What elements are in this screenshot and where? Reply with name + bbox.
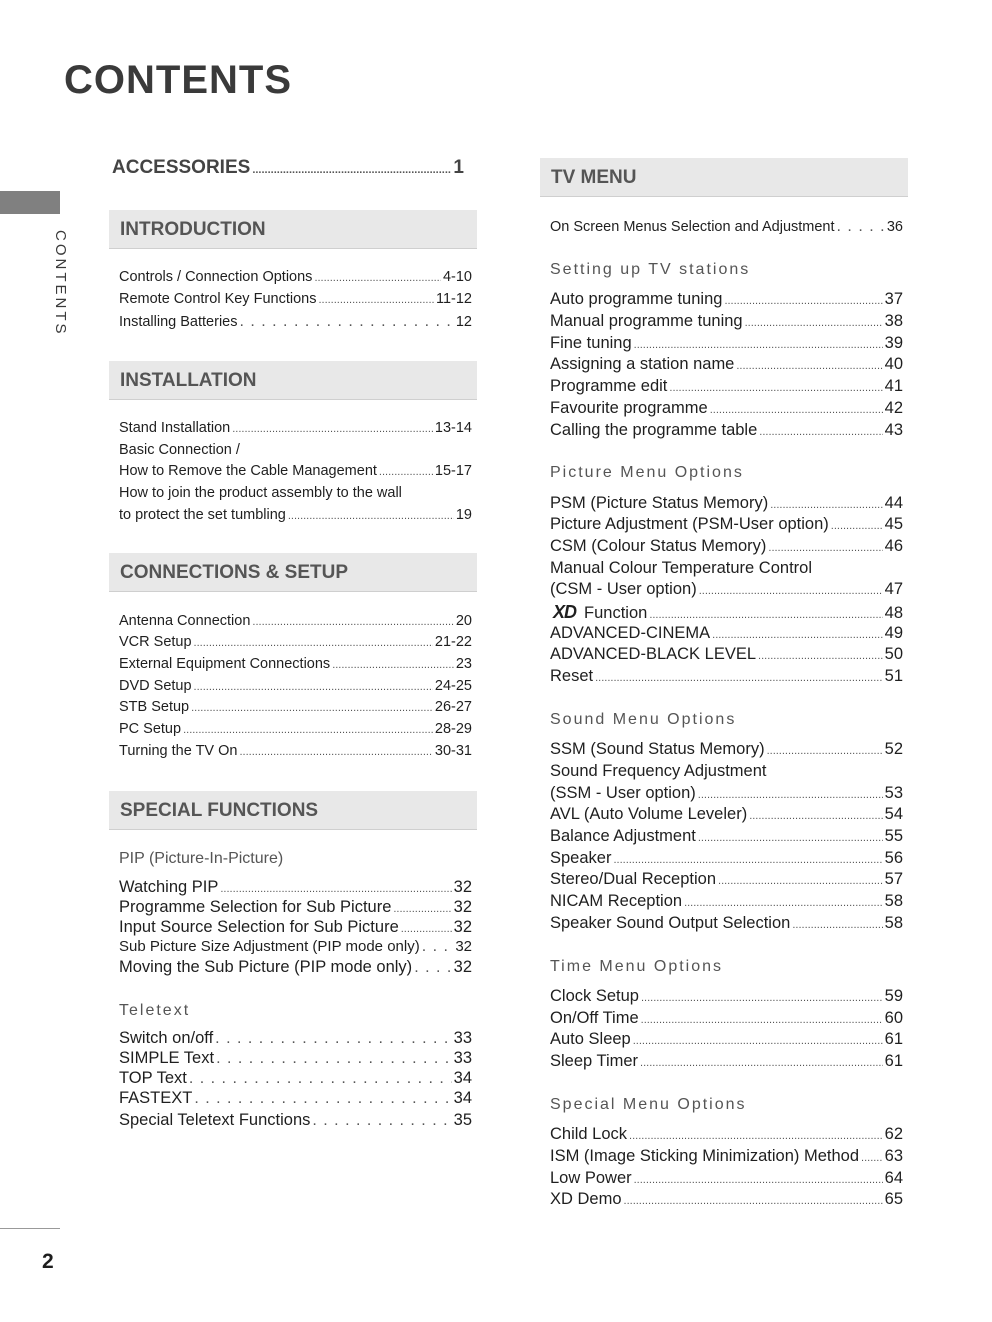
dot-leader — [634, 1169, 883, 1188]
toc-entry-label: STB Setup — [119, 699, 190, 715]
dot-leader — [712, 624, 883, 643]
toc-entry[interactable] — [550, 805, 903, 824]
dot-leader — [314, 269, 441, 285]
toc-entry-page: 34 — [453, 1089, 472, 1107]
toc-entry[interactable] — [119, 938, 472, 956]
toc-entry[interactable] — [119, 463, 472, 479]
dot-leader — [649, 604, 882, 623]
toc-entry-page: 26-27 — [434, 699, 472, 715]
toc-entry-label: Programme edit — [550, 377, 668, 395]
subsection-title-pip: PIP (Picture-In-Picture) — [119, 850, 284, 867]
toc-entry-label: ACCESSORIES — [112, 157, 251, 178]
toc-entry-page: 52 — [884, 740, 903, 758]
toc-entry-label: Input Source Selection for Sub Picture — [119, 918, 399, 936]
dot-leader — [684, 892, 883, 911]
toc-entry-label: Manual Colour Temperature Control — [550, 559, 812, 577]
dot-leader — [414, 958, 451, 977]
section-header-tv-menu: TV MENU — [540, 158, 908, 197]
toc-entry-page: 32 — [453, 918, 472, 936]
toc-entry-page: 42 — [884, 399, 903, 417]
dot-leader — [595, 667, 883, 686]
dot-leader — [624, 1190, 883, 1209]
dot-leader — [194, 678, 433, 694]
toc-entry[interactable] — [550, 1009, 903, 1028]
toc-entry[interactable] — [119, 613, 472, 629]
toc-entry-page: 65 — [884, 1190, 903, 1208]
toc-entry-page: 61 — [884, 1030, 903, 1048]
dot-leader — [768, 537, 882, 556]
toc-entry-label: AVL (Auto Volume Leveler) — [550, 805, 748, 823]
toc-entry[interactable] — [119, 721, 472, 737]
toc-entry-page: 11-12 — [435, 291, 472, 307]
dot-leader — [669, 377, 882, 396]
side-label: CONTENTS — [52, 230, 69, 337]
toc-entry-page: 58 — [884, 892, 903, 910]
toc-entry-page: 64 — [884, 1169, 903, 1187]
toc-entry-page: 13-14 — [434, 420, 472, 436]
dot-leader — [710, 399, 883, 418]
toc-entry-page: 59 — [884, 987, 903, 1005]
toc-entry[interactable] — [550, 849, 903, 868]
toc-entry-page: 39 — [884, 334, 903, 352]
toc-entry-label: Reset — [550, 667, 594, 685]
dot-leader — [232, 420, 433, 436]
dot-leader — [759, 421, 882, 440]
toc-entry-page: 32 — [453, 898, 472, 916]
side-tab-marker — [0, 191, 60, 214]
toc-entry-page: 35 — [453, 1111, 472, 1129]
toc-entry-label: Programme Selection for Sub Picture — [119, 898, 392, 916]
section-header-introduction: INTRODUCTION — [109, 210, 477, 249]
toc-entry-label: Child Lock — [550, 1125, 628, 1143]
dot-leader — [792, 914, 882, 933]
toc-entry[interactable] — [550, 1169, 903, 1188]
toc-entry[interactable] — [119, 1049, 472, 1068]
toc-entry-label: SIMPLE Text — [119, 1049, 215, 1067]
subsection-title-teletext: Teletext — [119, 1002, 191, 1019]
dot-leader — [837, 218, 885, 236]
toc-entry-page: 28-29 — [434, 721, 472, 737]
toc-entry[interactable] — [550, 559, 903, 578]
toc-entry[interactable] — [119, 1089, 472, 1108]
toc-entry-page: 32 — [453, 958, 472, 976]
toc-entry[interactable] — [119, 656, 472, 672]
toc-entry-label: Calling the programme table — [550, 421, 758, 439]
toc-entry-page: 63 — [884, 1147, 903, 1165]
toc-entry[interactable] — [119, 1069, 472, 1088]
toc-entry-label: SSM (Sound Status Memory) — [550, 740, 765, 758]
toc-entry-page: 44 — [884, 494, 903, 512]
toc-entry-page: 24-25 — [434, 678, 472, 694]
dot-leader — [629, 1125, 883, 1144]
toc-entry-label: How to join the product assembly to the wall — [119, 485, 402, 501]
toc-entry-page: 58 — [884, 914, 903, 932]
toc-entry-label: External Equipment Connections — [119, 656, 331, 672]
toc-entry[interactable] — [550, 1125, 903, 1144]
toc-entry-label: Antenna Connection — [119, 613, 251, 629]
section-header-connections: CONNECTIONS & SETUP — [109, 553, 477, 592]
dot-leader — [422, 938, 454, 956]
toc-entry-page: 46 — [884, 537, 903, 555]
dot-leader — [183, 721, 433, 737]
section-header-special-functions: SPECIAL FUNCTIONS — [109, 791, 477, 830]
toc-entry[interactable] — [550, 312, 903, 331]
page-title: CONTENTS — [64, 58, 292, 102]
dot-leader — [191, 699, 433, 715]
dot-leader — [252, 157, 451, 179]
dot-leader — [633, 1030, 883, 1049]
toc-entry[interactable] — [119, 898, 472, 917]
dot-leader — [641, 1009, 883, 1028]
toc-entry-label: Low Power — [550, 1169, 632, 1187]
toc-entry-label: Special Teletext Functions — [119, 1111, 311, 1129]
toc-entry[interactable] — [119, 1111, 472, 1130]
toc-entry[interactable] — [550, 914, 903, 933]
toc-entry[interactable] — [550, 987, 903, 1006]
toc-entry-label: Auto Sleep — [550, 1030, 631, 1048]
dot-leader — [861, 1147, 883, 1166]
page-number: 2 — [42, 1250, 54, 1273]
toc-entry-page: 4-10 — [442, 269, 472, 285]
toc-entry[interactable] — [550, 377, 903, 396]
dot-leader — [220, 878, 451, 897]
toc-entry[interactable] — [550, 399, 903, 418]
toc-entry-label: Installing Batteries — [119, 314, 238, 330]
toc-entry-label: Switch on/off — [119, 1029, 214, 1047]
toc-entry-label: DVD Setup — [119, 678, 192, 694]
dot-leader — [194, 634, 433, 650]
toc-entry-label: Turning the TV On — [119, 743, 238, 759]
toc-entry-label: ISM (Image Sticking Minimization) Method — [550, 1147, 860, 1165]
toc-entry-page: 50 — [884, 645, 903, 663]
toc-entry-page: 37 — [884, 290, 903, 308]
dot-leader — [379, 463, 433, 479]
toc-entry-page: 61 — [884, 1052, 903, 1070]
toc-entry[interactable] — [550, 784, 903, 803]
toc-entry-page: 48 — [884, 604, 903, 622]
dot-leader — [401, 918, 452, 937]
section-header-installation: INSTALLATION — [109, 361, 477, 400]
toc-entry-label: Basic Connection / — [119, 442, 240, 458]
dot-leader — [312, 1111, 451, 1130]
dot-leader — [736, 355, 882, 374]
toc-entry-label: Fine tuning — [550, 334, 632, 352]
subsection-title-picture: Picture Menu Options — [550, 464, 744, 481]
xd-logo-icon: XD — [553, 602, 577, 622]
dot-leader — [239, 743, 432, 759]
toc-entry-label: Controls / Connection Options — [119, 269, 313, 285]
toc-entry-page: 1 — [453, 157, 464, 178]
toc-entry-label: PC Setup — [119, 721, 182, 737]
toc-entry[interactable] — [550, 667, 903, 686]
toc-entry-label: Balance Adjustment — [550, 827, 696, 845]
toc-entry-page: 51 — [884, 667, 903, 685]
toc-entry-label: Favourite programme — [550, 399, 708, 417]
toc-entry[interactable] — [119, 918, 472, 937]
subsection-title-special: Special Menu Options — [550, 1096, 747, 1113]
toc-entry-label: Sub Picture Size Adjustment (PIP mode only) — [119, 938, 420, 955]
toc-entry-label: VCR Setup — [119, 634, 192, 650]
toc-entry[interactable] — [550, 892, 903, 911]
toc-entry[interactable] — [119, 291, 472, 307]
toc-entry[interactable] — [550, 762, 903, 781]
toc-entry[interactable] — [550, 218, 903, 236]
toc-entry-label: Sleep Timer — [550, 1052, 639, 1070]
toc-entry[interactable] — [550, 515, 903, 534]
toc-entry-page: 15-17 — [434, 463, 472, 479]
toc-entry-page: 21-22 — [434, 634, 472, 650]
toc-entry[interactable] — [550, 290, 903, 309]
toc-entry-page: 60 — [884, 1009, 903, 1027]
toc-entry-label: to protect the set tumbling — [119, 507, 286, 523]
toc-entry-label: CSM (Colour Status Memory) — [550, 537, 767, 555]
dot-leader — [718, 870, 883, 889]
dot-leader — [613, 849, 882, 868]
toc-entry[interactable] — [550, 537, 903, 556]
toc-entry[interactable] — [119, 1029, 472, 1048]
toc-entry-page: 36 — [886, 219, 903, 235]
toc-entry[interactable] — [550, 334, 903, 353]
toc-entry[interactable] — [550, 1147, 903, 1166]
toc-entry-page: 32 — [455, 938, 472, 955]
toc-entry-label: (CSM - User option) — [550, 580, 697, 598]
toc-entry-label: Moving the Sub Picture (PIP mode only) — [119, 958, 413, 976]
toc-entry[interactable] — [550, 870, 903, 889]
toc-entry-label: Watching PIP — [119, 878, 219, 896]
toc-entry-page: 20 — [455, 613, 472, 629]
toc-entry-label: NICAM Reception — [550, 892, 683, 910]
toc-entry[interactable] — [119, 485, 472, 501]
subsection-title-setting-up: Setting up TV stations — [550, 261, 751, 278]
toc-entry-page: 40 — [884, 355, 903, 373]
toc-entry[interactable] — [119, 958, 472, 977]
toc-entry-label: Speaker — [550, 849, 612, 867]
dot-leader — [332, 656, 454, 672]
dot-leader — [831, 515, 883, 534]
dot-leader — [724, 290, 882, 309]
toc-entry-page: 12 — [455, 314, 472, 330]
toc-entry[interactable] — [550, 624, 903, 643]
toc-entry-page: 49 — [884, 624, 903, 642]
dot-leader — [318, 291, 434, 307]
toc-entry-label: Sound Frequency Adjustment — [550, 762, 767, 780]
dot-leader — [288, 507, 454, 523]
toc-entry-page: 57 — [884, 870, 903, 888]
toc-entry[interactable] — [550, 1030, 903, 1049]
toc-entry[interactable] — [119, 743, 472, 759]
toc-entry-label: On/Off Time — [550, 1009, 639, 1027]
toc-entry[interactable] — [119, 442, 472, 458]
toc-entry-label: PSM (Picture Status Memory) — [550, 494, 769, 512]
toc-entry-label: Speaker Sound Output Selection — [550, 914, 791, 932]
dot-leader — [699, 580, 883, 599]
toc-entry-label: Picture Adjustment (PSM-User option) — [550, 515, 829, 533]
toc-entry-label: Clock Setup — [550, 987, 639, 1005]
toc-entry[interactable] — [119, 269, 472, 285]
dot-leader — [770, 494, 882, 513]
toc-entry-page: 33 — [453, 1029, 472, 1047]
toc-entry-page: 19 — [455, 507, 472, 523]
dot-leader — [749, 805, 882, 824]
dot-leader — [698, 827, 883, 846]
toc-entry-label: Stereo/Dual Reception — [550, 870, 717, 888]
toc-entry-page: 32 — [453, 878, 472, 896]
toc-entry[interactable] — [550, 740, 903, 759]
toc-entry[interactable] — [550, 355, 903, 374]
footer-rule — [0, 1228, 60, 1229]
toc-entry-accessories[interactable] — [112, 157, 464, 179]
subsection-title-sound: Sound Menu Options — [550, 711, 737, 728]
dot-leader — [216, 1049, 452, 1068]
toc-entry-label: TOP Text — [119, 1069, 187, 1087]
toc-entry-page: 55 — [884, 827, 903, 845]
toc-entry-page: 33 — [453, 1049, 472, 1067]
toc-entry-page: 54 — [884, 805, 903, 823]
toc-entry-page: 34 — [453, 1069, 472, 1087]
toc-entry-page: 45 — [884, 515, 903, 533]
toc-entry-label: ADVANCED-CINEMA — [550, 624, 711, 642]
toc-entry[interactable] — [119, 313, 472, 331]
toc-entry[interactable] — [550, 421, 903, 440]
toc-entry[interactable] — [550, 580, 903, 599]
dot-leader — [189, 1069, 452, 1088]
toc-entry[interactable] — [550, 1052, 903, 1071]
toc-entry-label: How to Remove the Cable Management — [119, 463, 377, 479]
dot-leader — [393, 898, 451, 917]
toc-entry-label: ADVANCED-BLACK LEVEL — [550, 645, 757, 663]
dot-leader — [640, 1052, 883, 1071]
toc-entry-label: Remote Control Key Functions — [119, 291, 317, 307]
toc-entry-page: 62 — [884, 1125, 903, 1143]
toc-entry-label: XD Demo — [550, 1190, 622, 1208]
dot-leader — [698, 784, 883, 803]
toc-entry[interactable] — [550, 645, 903, 664]
toc-entry-label: (SSM - User option) — [550, 784, 696, 802]
toc-entry-label: Auto programme tuning — [550, 290, 723, 308]
toc-entry[interactable] — [550, 494, 903, 513]
toc-entry[interactable] — [550, 1190, 903, 1209]
dot-leader — [239, 313, 453, 331]
toc-entry-page: 41 — [884, 377, 903, 395]
dot-leader — [767, 740, 883, 759]
dot-leader — [194, 1089, 451, 1108]
dot-leader — [215, 1029, 451, 1048]
toc-entry-page: 53 — [884, 784, 903, 802]
subsection-title-time: Time Menu Options — [550, 958, 724, 975]
toc-entry[interactable] — [119, 507, 472, 523]
toc-entry-page: 38 — [884, 312, 903, 330]
dot-leader — [745, 312, 883, 331]
toc-entry[interactable] — [119, 420, 472, 436]
toc-entry-label: Manual programme tuning — [550, 312, 743, 330]
toc-entry-page: 23 — [455, 656, 472, 672]
dot-leader — [634, 334, 883, 353]
toc-entry-label: On Screen Menus Selection and Adjustment — [550, 219, 835, 235]
dot-leader — [641, 987, 883, 1006]
dot-leader — [252, 613, 453, 629]
toc-entry-page: 56 — [884, 849, 903, 867]
toc-entry-page: 47 — [884, 580, 903, 598]
toc-entry-page: 30-31 — [434, 743, 472, 759]
toc-entry[interactable] — [550, 827, 903, 846]
toc-entry[interactable] — [119, 678, 472, 694]
toc-entry[interactable] — [553, 602, 903, 623]
dot-leader — [758, 645, 883, 664]
toc-entry-page: 43 — [884, 421, 903, 439]
toc-entry-label: Assigning a station name — [550, 355, 735, 373]
toc-entry[interactable] — [119, 634, 472, 650]
toc-entry[interactable] — [119, 878, 472, 897]
toc-entry-label: FASTEXT — [119, 1089, 193, 1107]
toc-entry-label: Function — [584, 604, 648, 622]
toc-entry-label: Stand Installation — [119, 420, 231, 436]
toc-entry[interactable] — [119, 699, 472, 715]
